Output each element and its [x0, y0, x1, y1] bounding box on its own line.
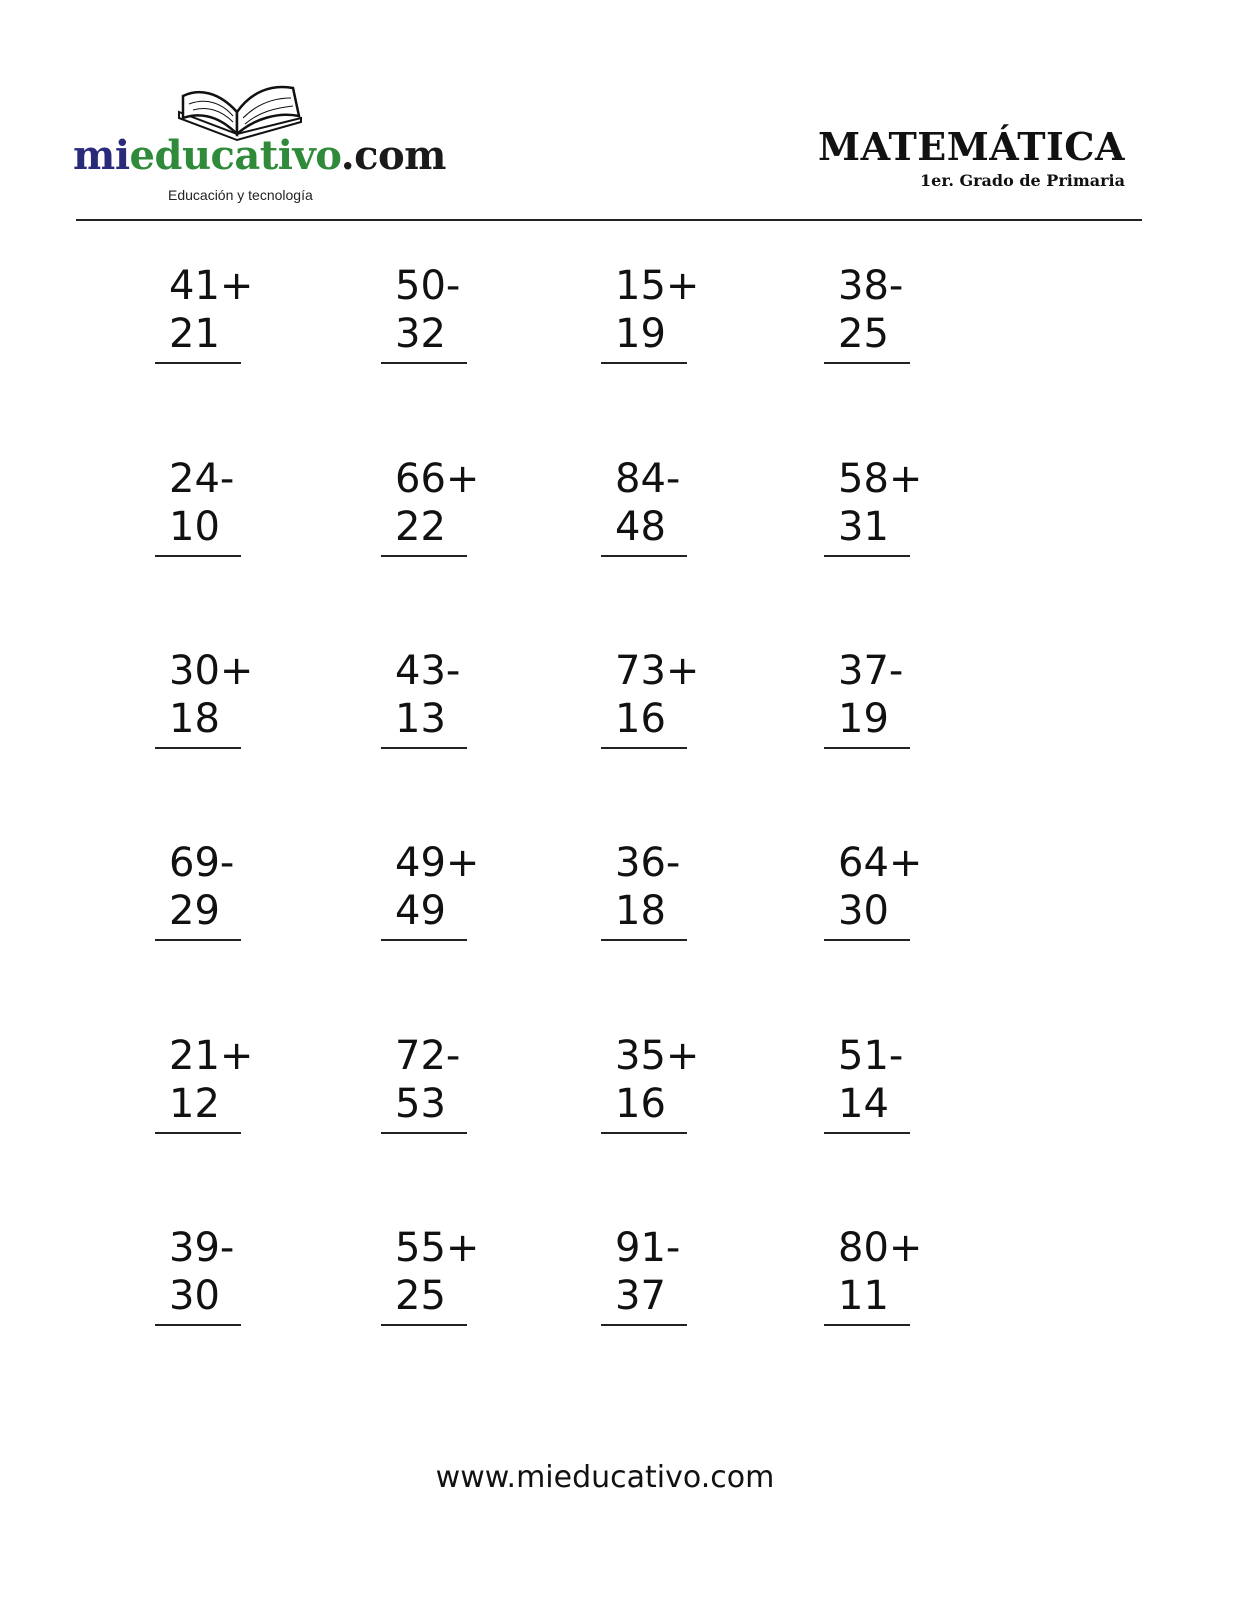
addition-subtraction-problem	[824, 1224, 964, 1320]
problem-bottom-operand: 25	[838, 311, 889, 357]
answer-line	[381, 362, 467, 364]
problem-top-operand: 35+	[615, 1033, 700, 1079]
addition-subtraction-problem	[155, 455, 295, 551]
problem-top-operand: 37-	[838, 648, 904, 694]
answer-line	[381, 555, 467, 557]
problem-bottom-operand: 18	[169, 696, 220, 742]
problem-bottom-operand: 25	[395, 1273, 446, 1319]
addition-subtraction-problem	[601, 455, 741, 551]
addition-subtraction-problem	[824, 839, 964, 935]
problem-bottom-operand: 22	[395, 504, 446, 550]
logo-tagline: Educación y tecnología	[168, 187, 313, 203]
problem-bottom-operand: 19	[615, 311, 666, 357]
problem-bottom-operand: 10	[169, 504, 220, 550]
addition-subtraction-problem	[381, 839, 521, 935]
addition-subtraction-problem	[824, 455, 964, 551]
problem-bottom-operand: 32	[395, 311, 446, 357]
problem-bottom-operand: 16	[615, 696, 666, 742]
problem-top-operand: 80+	[838, 1225, 923, 1271]
answer-line	[601, 1132, 687, 1134]
problem-bottom-operand: 30	[838, 888, 889, 934]
answer-line	[601, 555, 687, 557]
problem-top-operand: 49+	[395, 840, 480, 886]
answer-line	[601, 1324, 687, 1326]
logo-part-mi: mi	[73, 132, 130, 179]
addition-subtraction-problem	[155, 647, 295, 743]
addition-subtraction-problem	[601, 839, 741, 935]
addition-subtraction-problem	[824, 1032, 964, 1128]
problem-bottom-operand: 29	[169, 888, 220, 934]
header-divider	[76, 219, 1142, 221]
problem-bottom-operand: 49	[395, 888, 446, 934]
answer-line	[381, 747, 467, 749]
problem-top-operand: 15+	[615, 263, 700, 309]
addition-subtraction-problem	[381, 647, 521, 743]
problem-top-operand: 30+	[169, 648, 254, 694]
answer-line	[601, 939, 687, 941]
problem-top-operand: 51-	[838, 1033, 904, 1079]
answer-line	[155, 1132, 241, 1134]
answer-line	[155, 555, 241, 557]
addition-subtraction-problem	[381, 455, 521, 551]
problem-top-operand: 72-	[395, 1033, 461, 1079]
answer-line	[381, 1324, 467, 1326]
grade-label: 1er. Grado de Primaria	[920, 171, 1125, 190]
problem-bottom-operand: 19	[838, 696, 889, 742]
answer-line	[824, 362, 910, 364]
answer-line	[601, 362, 687, 364]
problem-top-operand: 91-	[615, 1225, 681, 1271]
addition-subtraction-problem	[155, 1224, 295, 1320]
worksheet-header	[0, 0, 1237, 230]
problem-bottom-operand: 16	[615, 1081, 666, 1127]
problem-top-operand: 69-	[169, 840, 235, 886]
problem-top-operand: 64+	[838, 840, 923, 886]
logo-part-educativo: educativo	[129, 132, 341, 179]
problem-top-operand: 73+	[615, 648, 700, 694]
addition-subtraction-problem	[381, 1224, 521, 1320]
problem-bottom-operand: 18	[615, 888, 666, 934]
problem-top-operand: 24-	[169, 456, 235, 502]
addition-subtraction-problem	[601, 1032, 741, 1128]
answer-line	[155, 939, 241, 941]
addition-subtraction-problem	[155, 839, 295, 935]
problem-top-operand: 66+	[395, 456, 480, 502]
answer-line	[824, 1132, 910, 1134]
addition-subtraction-problem	[824, 647, 964, 743]
problem-top-operand: 50-	[395, 263, 461, 309]
answer-line	[155, 1324, 241, 1326]
answer-line	[381, 1132, 467, 1134]
subject-title: MATEMÁTICA	[818, 124, 1125, 169]
logo-part-com: .com	[340, 132, 446, 179]
site-logo	[73, 132, 446, 179]
addition-subtraction-problem	[155, 262, 295, 358]
problem-bottom-operand: 30	[169, 1273, 220, 1319]
problem-bottom-operand: 14	[838, 1081, 889, 1127]
addition-subtraction-problem	[381, 262, 521, 358]
problem-top-operand: 43-	[395, 648, 461, 694]
problem-bottom-operand: 12	[169, 1081, 220, 1127]
problem-bottom-operand: 31	[838, 504, 889, 550]
answer-line	[824, 555, 910, 557]
problem-bottom-operand: 53	[395, 1081, 446, 1127]
addition-subtraction-problem	[601, 647, 741, 743]
problem-top-operand: 38-	[838, 263, 904, 309]
problem-top-operand: 41+	[169, 263, 254, 309]
problem-top-operand: 55+	[395, 1225, 480, 1271]
problem-top-operand: 84-	[615, 456, 681, 502]
addition-subtraction-problem	[601, 1224, 741, 1320]
addition-subtraction-problem	[601, 262, 741, 358]
answer-line	[381, 939, 467, 941]
problem-top-operand: 58+	[838, 456, 923, 502]
problem-bottom-operand: 37	[615, 1273, 666, 1319]
problem-top-operand: 39-	[169, 1225, 235, 1271]
answer-line	[155, 362, 241, 364]
addition-subtraction-problem	[824, 262, 964, 358]
problem-bottom-operand: 48	[615, 504, 666, 550]
answer-line	[824, 939, 910, 941]
answer-line	[601, 747, 687, 749]
problem-bottom-operand: 11	[838, 1273, 889, 1319]
addition-subtraction-problem	[381, 1032, 521, 1128]
answer-line	[155, 747, 241, 749]
answer-line	[824, 747, 910, 749]
answer-line	[824, 1324, 910, 1326]
addition-subtraction-problem	[155, 1032, 295, 1128]
problem-bottom-operand: 13	[395, 696, 446, 742]
problem-top-operand: 36-	[615, 840, 681, 886]
problem-top-operand: 21+	[169, 1033, 254, 1079]
problem-bottom-operand: 21	[169, 311, 220, 357]
footer-url: www.mieducativo.com	[435, 1460, 775, 1495]
